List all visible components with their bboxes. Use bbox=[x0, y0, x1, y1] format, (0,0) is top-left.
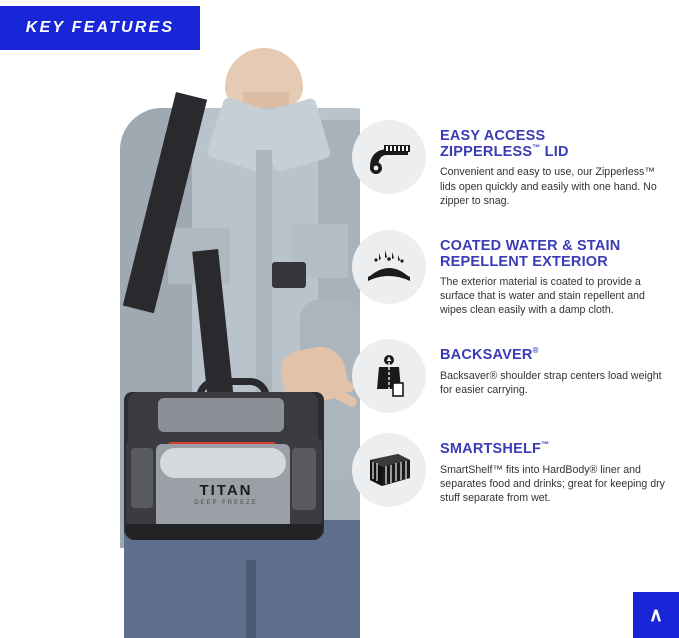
feature-title bbox=[440, 347, 668, 363]
cooler-front-panel-highlight bbox=[160, 448, 286, 478]
zipperless-lid-icon bbox=[352, 120, 426, 194]
feature-title-line-2-end: LID bbox=[540, 144, 569, 161]
feature-title-line-2: ZIPPERLESS bbox=[440, 144, 533, 161]
feature-description: Convenient and easy to use, our Zipperless™ lids open quickly and easily with one hand. No zipper to snag. bbox=[440, 166, 657, 207]
trademark-symbol: ™ bbox=[532, 143, 541, 153]
feature-text-block bbox=[440, 230, 668, 318]
feature-item-coated-water-stain-repellent-exterior bbox=[352, 230, 672, 318]
model-jeans-seam bbox=[246, 560, 256, 638]
feature-title bbox=[440, 441, 668, 457]
feature-item-easy-access-zipperless-lid bbox=[352, 120, 672, 208]
feature-title-line-1: COATED WATER & STAIN bbox=[440, 237, 621, 254]
feature-description: Backsaver® shoulder strap centers load weight for easier carrying. bbox=[440, 369, 662, 396]
feature-title bbox=[440, 238, 668, 270]
cooler-mesh-right bbox=[292, 448, 316, 510]
water-repellent-icon bbox=[352, 230, 426, 304]
feature-title-line-1: SMARTSHELF bbox=[440, 441, 542, 458]
brand-logo-glyph: ∧ bbox=[649, 604, 663, 626]
feature-item-backsaver bbox=[352, 339, 672, 413]
key-features-label: KEY FEATURES bbox=[25, 19, 175, 36]
backsaver-strap-icon bbox=[352, 339, 426, 413]
cooler-brand-sublabel: DEEP FREEZE bbox=[194, 500, 258, 506]
cooler-base bbox=[126, 524, 322, 540]
feature-description: SmartShelf™ fits into HardBody® liner and separates food and drinks; great for keeping dry stuff separate from wet. bbox=[440, 463, 665, 504]
feature-description: The exterior material is coated to provide a surface that is water and stain repellent and wipes clean easily with a damp cloth. bbox=[440, 276, 645, 317]
feature-title-line-1: BACKSAVER bbox=[440, 347, 533, 364]
feature-text-block bbox=[440, 120, 668, 208]
feature-text-block bbox=[440, 433, 668, 504]
feature-item-smartshelf bbox=[352, 433, 672, 507]
feature-title-line-1: EASY ACCESS bbox=[440, 128, 546, 144]
cooler-lid-panel bbox=[158, 398, 284, 432]
shoulder-strap-adjuster bbox=[272, 262, 306, 288]
feature-title bbox=[440, 128, 668, 160]
feature-title-line-2: REPELLENT EXTERIOR bbox=[440, 253, 608, 270]
feature-text-block bbox=[440, 339, 668, 396]
feature-list bbox=[352, 120, 672, 523]
key-features-banner bbox=[0, 6, 200, 50]
cooler-brand-label: TITAN bbox=[199, 482, 253, 499]
trademark-symbol: ™ bbox=[541, 440, 550, 450]
cooler-mesh-left bbox=[131, 448, 153, 508]
brand-corner-logo bbox=[633, 592, 679, 638]
smartshelf-basket-icon bbox=[352, 433, 426, 507]
registered-symbol: ® bbox=[532, 346, 539, 356]
